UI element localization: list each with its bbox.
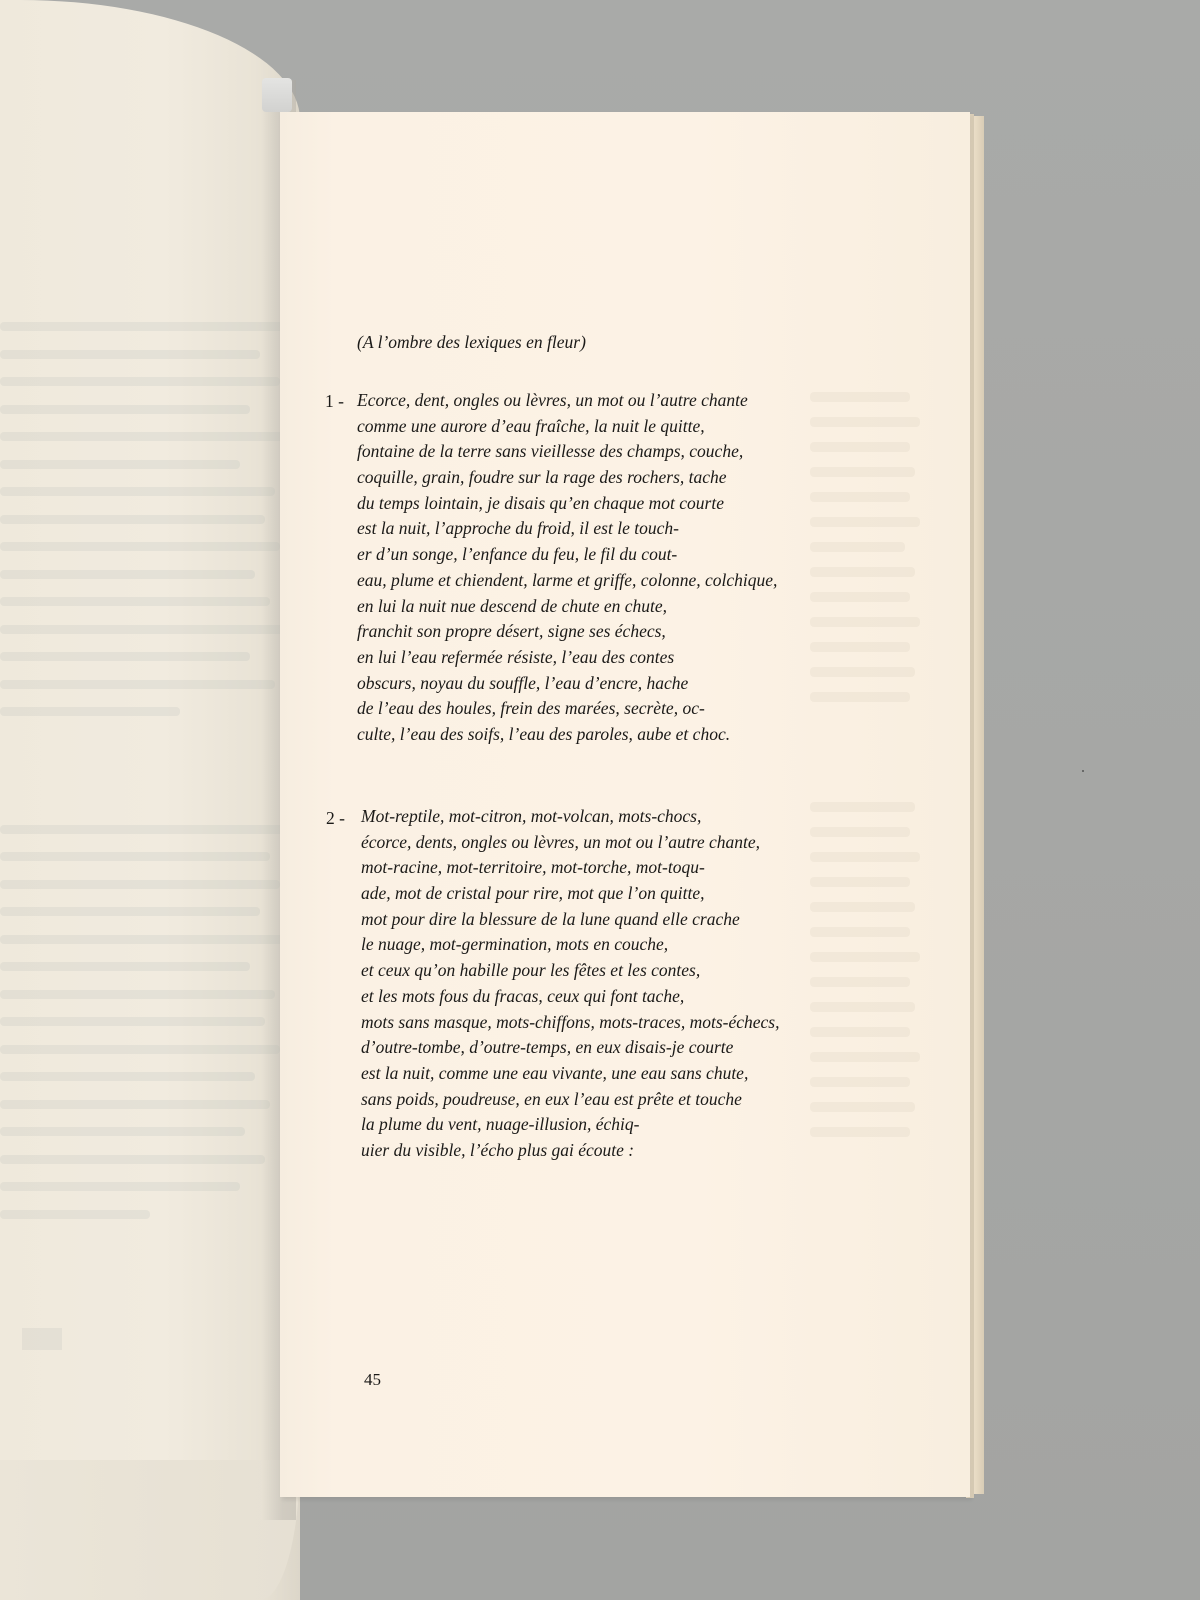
verse-line: est la nuit, comme une eau vivante, une eau sans chute, xyxy=(361,1062,749,1083)
poem-heading: (A l’ombre des lexiques en fleur) xyxy=(357,332,586,352)
verse-line: mot-racine, mot-territoire, mot-torche, mot-toqu- xyxy=(361,857,705,878)
page-number: 45 xyxy=(364,1370,381,1389)
verse-line: eau, plume et chiendent, larme et griffe, colonne, colchique, xyxy=(357,569,778,590)
left-page-bottom-edge xyxy=(0,1460,300,1600)
verse-line: er d’un songe, l’enfance du feu, le fil du cout- xyxy=(357,544,678,565)
verse-line: coquille, grain, foudre sur la rage des rochers, tache xyxy=(357,467,727,488)
stanza-2 xyxy=(361,804,780,1164)
verse-line: du temps lointain, je disais qu’en chaque mot courte xyxy=(357,492,724,513)
binding-edge xyxy=(262,78,292,112)
verse-line: uier du visible, l’écho plus gai écoute : xyxy=(361,1139,635,1160)
verse-line: d’outre-tombe, d’outre-temps, en eux disais-je courte xyxy=(361,1037,734,1058)
verse-line: fontaine de la terre sans vieillesse des champs, couche, xyxy=(357,441,744,462)
verse-line: de l’eau des houles, frein des marées, secrète, oc- xyxy=(357,698,705,719)
verse-line: Mot-reptile, mot-citron, mot-volcan, mots-chocs, xyxy=(361,806,702,826)
verse-line: la plume du vent, nuage-illusion, échiq- xyxy=(361,1114,640,1135)
verse-line: Ecorce, dent, ongles ou lèvres, un mot ou l’autre chante xyxy=(357,390,748,410)
background-speck xyxy=(1082,770,1084,772)
verse-line: et ceux qu’on habille pour les fêtes et les contes, xyxy=(361,960,701,981)
verse-line: en lui l’eau refermée résiste, l’eau des contes xyxy=(357,646,675,667)
stanza-number: 2 - xyxy=(326,808,345,828)
verse-line: franchit son propre désert, signe ses échecs, xyxy=(357,621,666,642)
verse-line: mots sans masque, mots-chiffons, mots-traces, mots-échecs, xyxy=(361,1011,780,1032)
verse-line: sans poids, poudreuse, en eux l’eau est prête et touche xyxy=(361,1088,742,1109)
verse-line: comme une aurore d’eau fraîche, la nuit le quitte, xyxy=(357,415,705,436)
verse-line: le nuage, mot-germination, mots en couche, xyxy=(361,934,669,955)
verse-line: ade, mot de cristal pour rire, mot que l’on quitte, xyxy=(361,883,705,904)
left-page xyxy=(0,0,300,1600)
verse-line: culte, l’eau des soifs, l’eau des paroles, aube et choc. xyxy=(357,723,731,744)
stanza-1 xyxy=(357,388,777,748)
verse-line: obscurs, noyau du souffle, l’eau d’encre, hache xyxy=(357,672,689,693)
verse-line: écorce, dents, ongles ou lèvres, un mot ou l’autre chante, xyxy=(361,831,760,852)
verse-line: mot pour dire la blessure de la lune quand elle crache xyxy=(361,908,740,929)
verse-line: et les mots fous du fracas, ceux qui font tache, xyxy=(361,985,685,1006)
verse-line: est la nuit, l’approche du froid, il est le touch- xyxy=(357,518,679,539)
stanza-number: 1 - xyxy=(325,391,344,411)
verse-line: en lui la nuit nue descend de chute en chute, xyxy=(357,595,668,616)
